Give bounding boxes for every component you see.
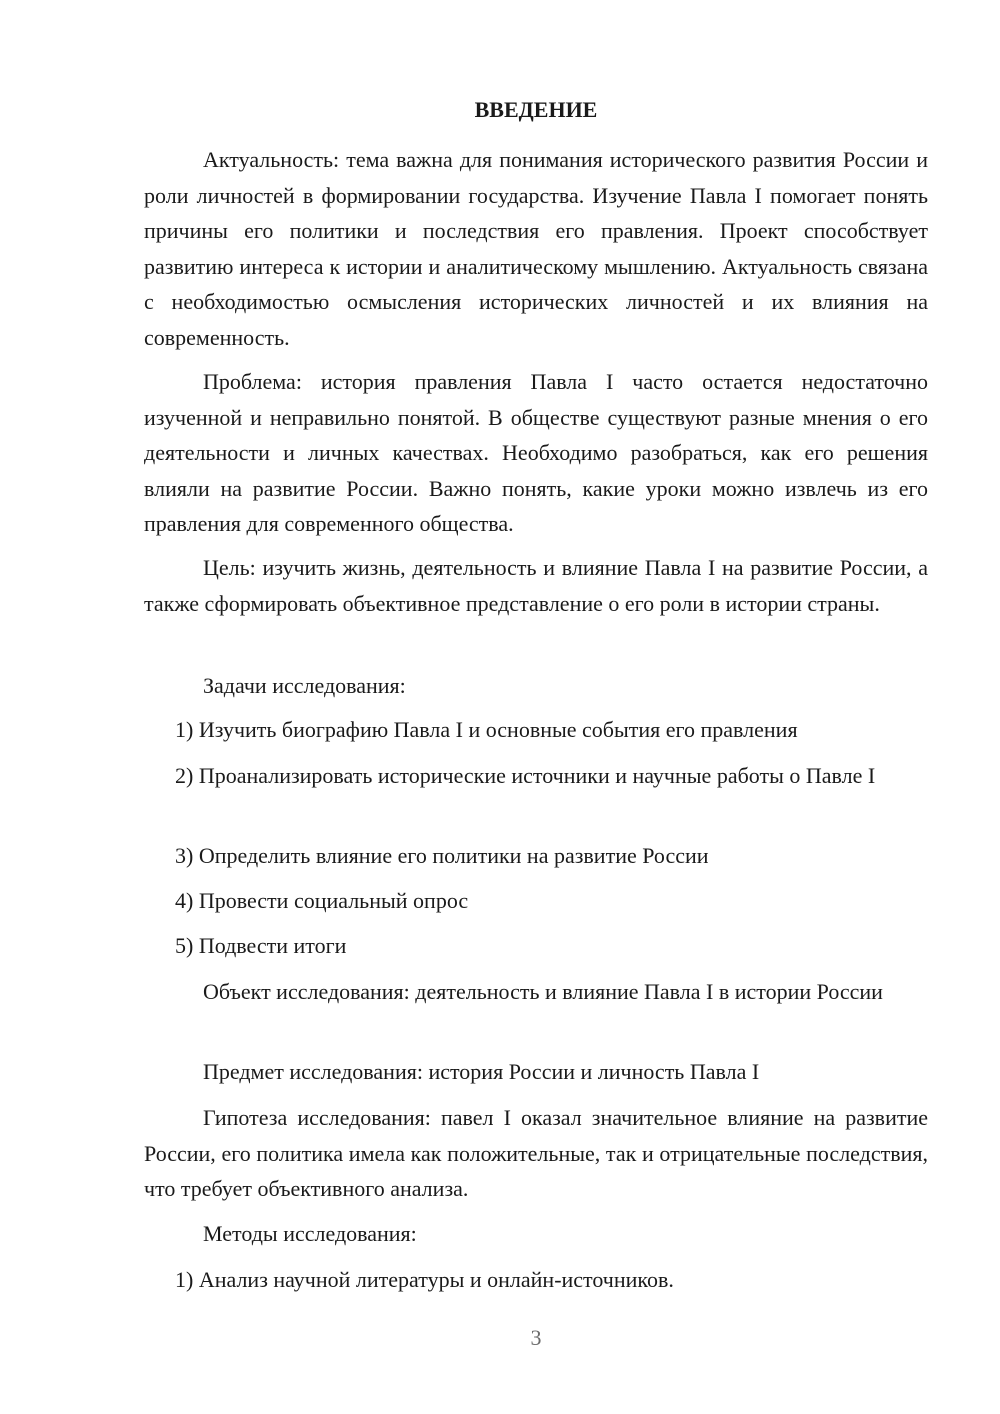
paragraph-relevance: Актуальность: тема важна для понимания исторического развития России и роли личностей в формировании государства. Изучение Павла I помогает понять причины его политики и последствия его правления. Проект способствует развитию интереса к истории и аналитическому мышлению. Актуальность связана с необходимостью осмысления исторических личностей и их влияния на современность. <box>144 147 928 350</box>
list-item-task-2: 2) Проанализировать исторические источники и научные работы о Павле I <box>175 763 876 788</box>
paragraph-hypothesis: Гипотеза исследования: павел I оказал значительное влияние на развитие России, его политика имела как положительные, так и отрицательные последствия, что требует объективного анализа. <box>144 1105 928 1201</box>
page-number: 3 <box>530 1325 542 1350</box>
list-item-task-3: 3) Определить влияние его политики на развитие России <box>175 843 709 868</box>
list-item-task-5: 5) Подвести итоги <box>175 933 347 958</box>
list-item-task-1: 1) Изучить биографию Павла I и основные события его правления <box>175 717 798 742</box>
paragraph-subject: Предмет исследования: история России и личность Павла I <box>203 1059 760 1084</box>
paragraph-methods-heading: Методы исследования: <box>203 1221 417 1246</box>
paragraph-tasks-heading: Задачи исследования: <box>203 673 406 698</box>
paragraph-goal: Цель: изучить жизнь, деятельность и влияние Павла I на развитие России, а также сформировать объективное представление о его роли в истории страны. <box>144 555 928 616</box>
paragraph-object: Объект исследования: деятельность и влияние Павла I в истории России <box>203 979 883 1004</box>
list-item-task-4: 4) Провести социальный опрос <box>175 888 469 913</box>
paragraph-problem: Проблема: история правления Павла I часто остается недостаточно изученной и неправильно понятой. В обществе существуют разные мнения о его деятельности и личных качествах. Необходимо разобраться, как его решения влияли на развитие России. Важно понять, какие уроки можно извлечь из его правления для современного общества. <box>144 369 928 536</box>
page-title: ВВЕДЕНИЕ <box>474 97 598 122</box>
list-item-method-1: 1) Анализ научной литературы и онлайн-источников. <box>175 1267 674 1292</box>
